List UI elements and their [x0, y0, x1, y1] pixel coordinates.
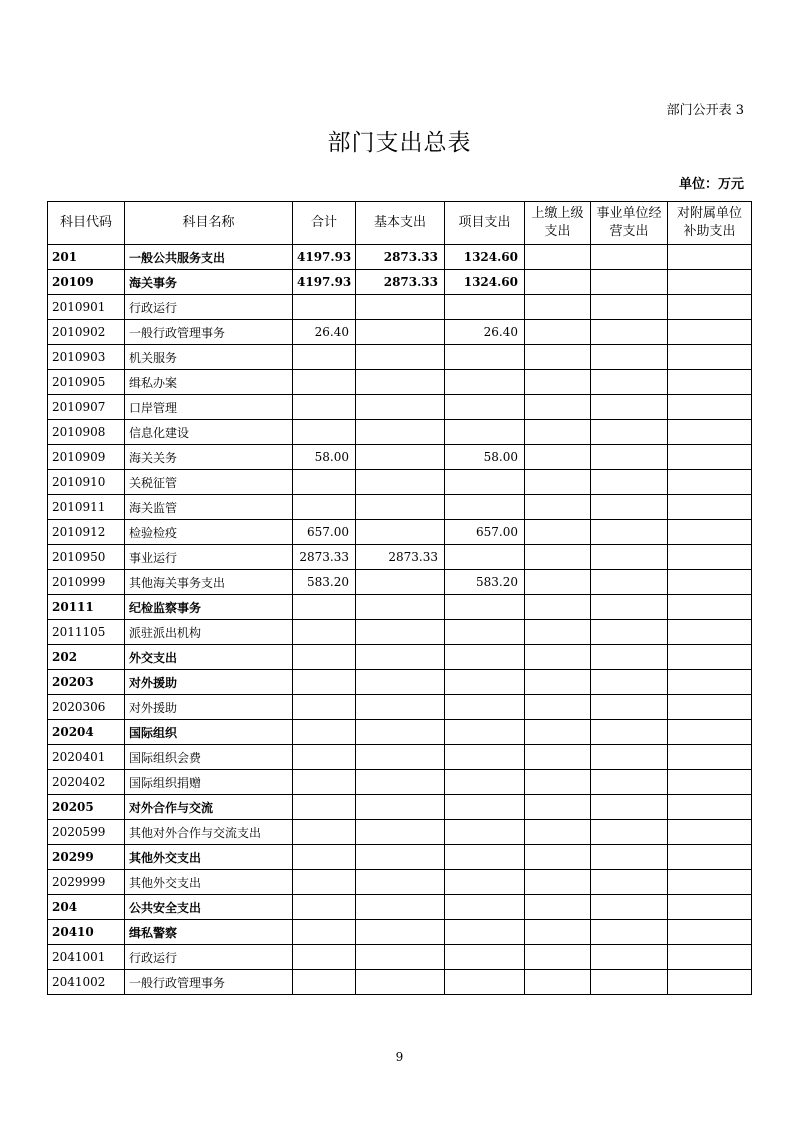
subsidy-cell — [668, 695, 752, 720]
business-cell — [591, 445, 668, 470]
business-cell — [591, 695, 668, 720]
code-cell: 2020599 — [48, 820, 125, 845]
name-cell: 其他对外合作与交流支出 — [125, 820, 293, 845]
code-cell: 20205 — [48, 795, 125, 820]
business-cell — [591, 295, 668, 320]
table-row — [48, 295, 752, 320]
basic-cell — [356, 420, 445, 445]
project-cell — [445, 295, 525, 320]
remit-upper-cell — [525, 970, 591, 995]
project-cell — [445, 670, 525, 695]
basic-cell — [356, 570, 445, 595]
business-cell — [591, 770, 668, 795]
name-cell: 对外援助 — [125, 670, 293, 695]
code-cell: 2041001 — [48, 945, 125, 970]
subsidy-cell — [668, 245, 752, 270]
page-title: 部门支出总表 — [327, 130, 472, 156]
remit-upper-cell — [525, 495, 591, 520]
column-header: 合计 — [293, 202, 356, 245]
table-row — [48, 970, 752, 995]
project-cell: 1324.60 — [445, 270, 525, 295]
name-cell: 事业运行 — [125, 545, 293, 570]
project-cell — [445, 770, 525, 795]
remit-upper-cell — [525, 645, 591, 670]
name-cell: 纪检监察事务 — [125, 595, 293, 620]
subsidy-cell — [668, 420, 752, 445]
business-cell — [591, 495, 668, 520]
remit-upper-cell — [525, 545, 591, 570]
subsidy-cell — [668, 445, 752, 470]
table-row — [48, 495, 752, 520]
total-cell: 58.00 — [293, 445, 356, 470]
total-cell — [293, 645, 356, 670]
column-header: 科目代码 — [48, 202, 125, 245]
code-cell: 202 — [48, 645, 125, 670]
business-cell — [591, 570, 668, 595]
business-cell — [591, 745, 668, 770]
project-cell: 657.00 — [445, 520, 525, 545]
table-row — [48, 620, 752, 645]
code-cell: 2010909 — [48, 445, 125, 470]
business-cell — [591, 345, 668, 370]
table-row — [48, 670, 752, 695]
remit-upper-cell — [525, 520, 591, 545]
code-cell: 2029999 — [48, 870, 125, 895]
subsidy-cell — [668, 370, 752, 395]
code-cell: 2010902 — [48, 320, 125, 345]
table-row — [48, 720, 752, 745]
project-cell: 1324.60 — [445, 245, 525, 270]
subsidy-cell — [668, 520, 752, 545]
subsidy-cell — [668, 770, 752, 795]
code-cell: 2010911 — [48, 495, 125, 520]
remit-upper-cell — [525, 395, 591, 420]
project-cell — [445, 945, 525, 970]
total-cell — [293, 670, 356, 695]
name-cell: 对外援助 — [125, 695, 293, 720]
total-cell — [293, 470, 356, 495]
total-cell — [293, 895, 356, 920]
business-cell — [591, 320, 668, 345]
table-body — [48, 245, 752, 995]
remit-upper-cell — [525, 870, 591, 895]
remit-upper-cell — [525, 920, 591, 945]
total-cell: 583.20 — [293, 570, 356, 595]
name-cell: 国际组织捐赠 — [125, 770, 293, 795]
remit-upper-cell — [525, 570, 591, 595]
table-row — [48, 895, 752, 920]
basic-cell — [356, 970, 445, 995]
total-cell — [293, 795, 356, 820]
name-cell: 国际组织 — [125, 720, 293, 745]
code-cell: 20410 — [48, 920, 125, 945]
project-cell — [445, 370, 525, 395]
table-row — [48, 770, 752, 795]
project-cell — [445, 695, 525, 720]
basic-cell — [356, 370, 445, 395]
total-cell — [293, 970, 356, 995]
total-cell — [293, 770, 356, 795]
remit-upper-cell — [525, 470, 591, 495]
project-cell — [445, 795, 525, 820]
table-row — [48, 845, 752, 870]
name-cell: 外交支出 — [125, 645, 293, 670]
subsidy-cell — [668, 845, 752, 870]
remit-upper-cell — [525, 820, 591, 845]
basic-cell — [356, 320, 445, 345]
basic-cell — [356, 295, 445, 320]
project-cell — [445, 895, 525, 920]
subsidy-cell — [668, 945, 752, 970]
total-cell — [293, 845, 356, 870]
name-cell: 口岸管理 — [125, 395, 293, 420]
basic-cell — [356, 345, 445, 370]
remit-upper-cell — [525, 595, 591, 620]
project-cell — [445, 595, 525, 620]
business-cell — [591, 970, 668, 995]
column-header: 对附属单位补助支出 — [668, 202, 752, 245]
code-cell: 20299 — [48, 845, 125, 870]
code-cell: 2010901 — [48, 295, 125, 320]
basic-cell: 2873.33 — [356, 545, 445, 570]
business-cell — [591, 595, 668, 620]
name-cell: 国际组织会费 — [125, 745, 293, 770]
name-cell: 关税征管 — [125, 470, 293, 495]
business-cell — [591, 520, 668, 545]
code-cell: 2010907 — [48, 395, 125, 420]
business-cell — [591, 470, 668, 495]
table-label: 部门公开表 3 — [666, 103, 744, 118]
basic-cell — [356, 895, 445, 920]
project-cell: 58.00 — [445, 445, 525, 470]
table-row — [48, 345, 752, 370]
code-cell: 2010905 — [48, 370, 125, 395]
basic-cell: 2873.33 — [356, 270, 445, 295]
business-cell — [591, 820, 668, 845]
column-header: 事业单位经营支出 — [591, 202, 668, 245]
name-cell: 一般公共服务支出 — [125, 245, 293, 270]
table-row — [48, 820, 752, 845]
subsidy-cell — [668, 270, 752, 295]
business-cell — [591, 720, 668, 745]
subsidy-cell — [668, 595, 752, 620]
name-cell: 检验检疫 — [125, 520, 293, 545]
table-row — [48, 595, 752, 620]
subsidy-cell — [668, 870, 752, 895]
basic-cell — [356, 720, 445, 745]
business-cell — [591, 920, 668, 945]
code-cell: 20203 — [48, 670, 125, 695]
code-cell: 201 — [48, 245, 125, 270]
remit-upper-cell — [525, 795, 591, 820]
total-cell — [293, 720, 356, 745]
total-cell: 4197.93 — [293, 245, 356, 270]
total-cell — [293, 945, 356, 970]
subsidy-cell — [668, 795, 752, 820]
project-cell: 583.20 — [445, 570, 525, 595]
name-cell: 一般行政管理事务 — [125, 970, 293, 995]
project-cell — [445, 645, 525, 670]
table-row — [48, 395, 752, 420]
code-cell: 2010999 — [48, 570, 125, 595]
project-cell — [445, 495, 525, 520]
code-cell: 2041002 — [48, 970, 125, 995]
table-row — [48, 245, 752, 270]
total-cell — [293, 745, 356, 770]
project-cell — [445, 920, 525, 945]
remit-upper-cell — [525, 320, 591, 345]
code-cell: 20111 — [48, 595, 125, 620]
table-row — [48, 745, 752, 770]
code-cell: 20204 — [48, 720, 125, 745]
total-cell — [293, 495, 356, 520]
name-cell: 海关监管 — [125, 495, 293, 520]
business-cell — [591, 245, 668, 270]
project-cell — [445, 345, 525, 370]
remit-upper-cell — [525, 895, 591, 920]
remit-upper-cell — [525, 745, 591, 770]
name-cell: 对外合作与交流 — [125, 795, 293, 820]
subsidy-cell — [668, 820, 752, 845]
table-row — [48, 320, 752, 345]
business-cell — [591, 870, 668, 895]
basic-cell — [356, 770, 445, 795]
basic-cell — [356, 670, 445, 695]
remit-upper-cell — [525, 370, 591, 395]
subsidy-cell — [668, 920, 752, 945]
total-cell — [293, 595, 356, 620]
code-cell: 2010912 — [48, 520, 125, 545]
remit-upper-cell — [525, 295, 591, 320]
code-cell: 2010908 — [48, 420, 125, 445]
project-cell — [445, 845, 525, 870]
total-cell — [293, 920, 356, 945]
basic-cell — [356, 845, 445, 870]
table-row — [48, 420, 752, 445]
table-row — [48, 645, 752, 670]
project-cell — [445, 545, 525, 570]
table-row — [48, 570, 752, 595]
name-cell: 一般行政管理事务 — [125, 320, 293, 345]
name-cell: 信息化建设 — [125, 420, 293, 445]
name-cell: 派驻派出机构 — [125, 620, 293, 645]
basic-cell — [356, 520, 445, 545]
total-cell — [293, 420, 356, 445]
subsidy-cell — [668, 545, 752, 570]
total-cell — [293, 870, 356, 895]
subsidy-cell — [668, 720, 752, 745]
basic-cell — [356, 920, 445, 945]
business-cell — [591, 845, 668, 870]
table-row — [48, 445, 752, 470]
table-row — [48, 795, 752, 820]
project-cell — [445, 395, 525, 420]
project-cell — [445, 720, 525, 745]
subsidy-cell — [668, 295, 752, 320]
total-cell — [293, 345, 356, 370]
business-cell — [591, 395, 668, 420]
project-cell — [445, 870, 525, 895]
business-cell — [591, 670, 668, 695]
expenditure-table — [47, 201, 752, 995]
name-cell: 海关关务 — [125, 445, 293, 470]
business-cell — [591, 420, 668, 445]
remit-upper-cell — [525, 270, 591, 295]
subsidy-cell — [668, 970, 752, 995]
subsidy-cell — [668, 645, 752, 670]
total-cell: 2873.33 — [293, 545, 356, 570]
name-cell: 行政运行 — [125, 945, 293, 970]
basic-cell — [356, 395, 445, 420]
total-cell: 26.40 — [293, 320, 356, 345]
name-cell: 缉私办案 — [125, 370, 293, 395]
basic-cell — [356, 795, 445, 820]
project-cell — [445, 620, 525, 645]
code-cell: 2020401 — [48, 745, 125, 770]
column-header: 科目名称 — [125, 202, 293, 245]
total-cell — [293, 695, 356, 720]
business-cell — [591, 620, 668, 645]
code-cell: 2010950 — [48, 545, 125, 570]
table-row — [48, 945, 752, 970]
business-cell — [591, 370, 668, 395]
subsidy-cell — [668, 320, 752, 345]
total-cell — [293, 395, 356, 420]
remit-upper-cell — [525, 620, 591, 645]
basic-cell — [356, 820, 445, 845]
name-cell: 其他海关事务支出 — [125, 570, 293, 595]
project-cell — [445, 470, 525, 495]
total-cell — [293, 370, 356, 395]
table-row — [48, 470, 752, 495]
subsidy-cell — [668, 570, 752, 595]
subsidy-cell — [668, 620, 752, 645]
basic-cell — [356, 645, 445, 670]
total-cell — [293, 295, 356, 320]
project-cell — [445, 970, 525, 995]
code-cell: 2011105 — [48, 620, 125, 645]
remit-upper-cell — [525, 670, 591, 695]
table-header-row — [48, 202, 752, 245]
name-cell: 机关服务 — [125, 345, 293, 370]
code-cell: 204 — [48, 895, 125, 920]
basic-cell — [356, 945, 445, 970]
remit-upper-cell — [525, 945, 591, 970]
business-cell — [591, 795, 668, 820]
remit-upper-cell — [525, 695, 591, 720]
column-header: 项目支出 — [445, 202, 525, 245]
project-cell — [445, 820, 525, 845]
code-cell: 2020402 — [48, 770, 125, 795]
name-cell: 缉私警察 — [125, 920, 293, 945]
code-cell: 20109 — [48, 270, 125, 295]
basic-cell — [356, 870, 445, 895]
subsidy-cell — [668, 395, 752, 420]
business-cell — [591, 545, 668, 570]
table-row — [48, 370, 752, 395]
table-row — [48, 695, 752, 720]
table-row — [48, 270, 752, 295]
project-cell — [445, 745, 525, 770]
remit-upper-cell — [525, 245, 591, 270]
total-cell: 4197.93 — [293, 270, 356, 295]
basic-cell — [356, 620, 445, 645]
total-cell: 657.00 — [293, 520, 356, 545]
remit-upper-cell — [525, 420, 591, 445]
table-row — [48, 870, 752, 895]
business-cell — [591, 645, 668, 670]
remit-upper-cell — [525, 770, 591, 795]
subsidy-cell — [668, 495, 752, 520]
unit-label: 单位：万元 — [678, 177, 744, 192]
basic-cell — [356, 595, 445, 620]
remit-upper-cell — [525, 720, 591, 745]
table-row — [48, 520, 752, 545]
code-cell: 2020306 — [48, 695, 125, 720]
name-cell: 其他外交支出 — [125, 845, 293, 870]
column-header: 基本支出 — [356, 202, 445, 245]
remit-upper-cell — [525, 345, 591, 370]
remit-upper-cell — [525, 845, 591, 870]
subsidy-cell — [668, 895, 752, 920]
column-header: 上缴上级支出 — [525, 202, 591, 245]
table-row — [48, 545, 752, 570]
basic-cell — [356, 695, 445, 720]
business-cell — [591, 945, 668, 970]
name-cell: 行政运行 — [125, 295, 293, 320]
total-cell — [293, 820, 356, 845]
table-row — [48, 920, 752, 945]
name-cell: 海关事务 — [125, 270, 293, 295]
page-number: 9 — [395, 1050, 404, 1064]
remit-upper-cell — [525, 445, 591, 470]
basic-cell — [356, 495, 445, 520]
code-cell: 2010910 — [48, 470, 125, 495]
project-cell — [445, 420, 525, 445]
name-cell: 公共安全支出 — [125, 895, 293, 920]
name-cell: 其他外交支出 — [125, 870, 293, 895]
business-cell — [591, 270, 668, 295]
business-cell — [591, 895, 668, 920]
subsidy-cell — [668, 670, 752, 695]
basic-cell — [356, 745, 445, 770]
basic-cell — [356, 470, 445, 495]
basic-cell: 2873.33 — [356, 245, 445, 270]
subsidy-cell — [668, 745, 752, 770]
basic-cell — [356, 445, 445, 470]
subsidy-cell — [668, 470, 752, 495]
subsidy-cell — [668, 345, 752, 370]
project-cell: 26.40 — [445, 320, 525, 345]
code-cell: 2010903 — [48, 345, 125, 370]
total-cell — [293, 620, 356, 645]
